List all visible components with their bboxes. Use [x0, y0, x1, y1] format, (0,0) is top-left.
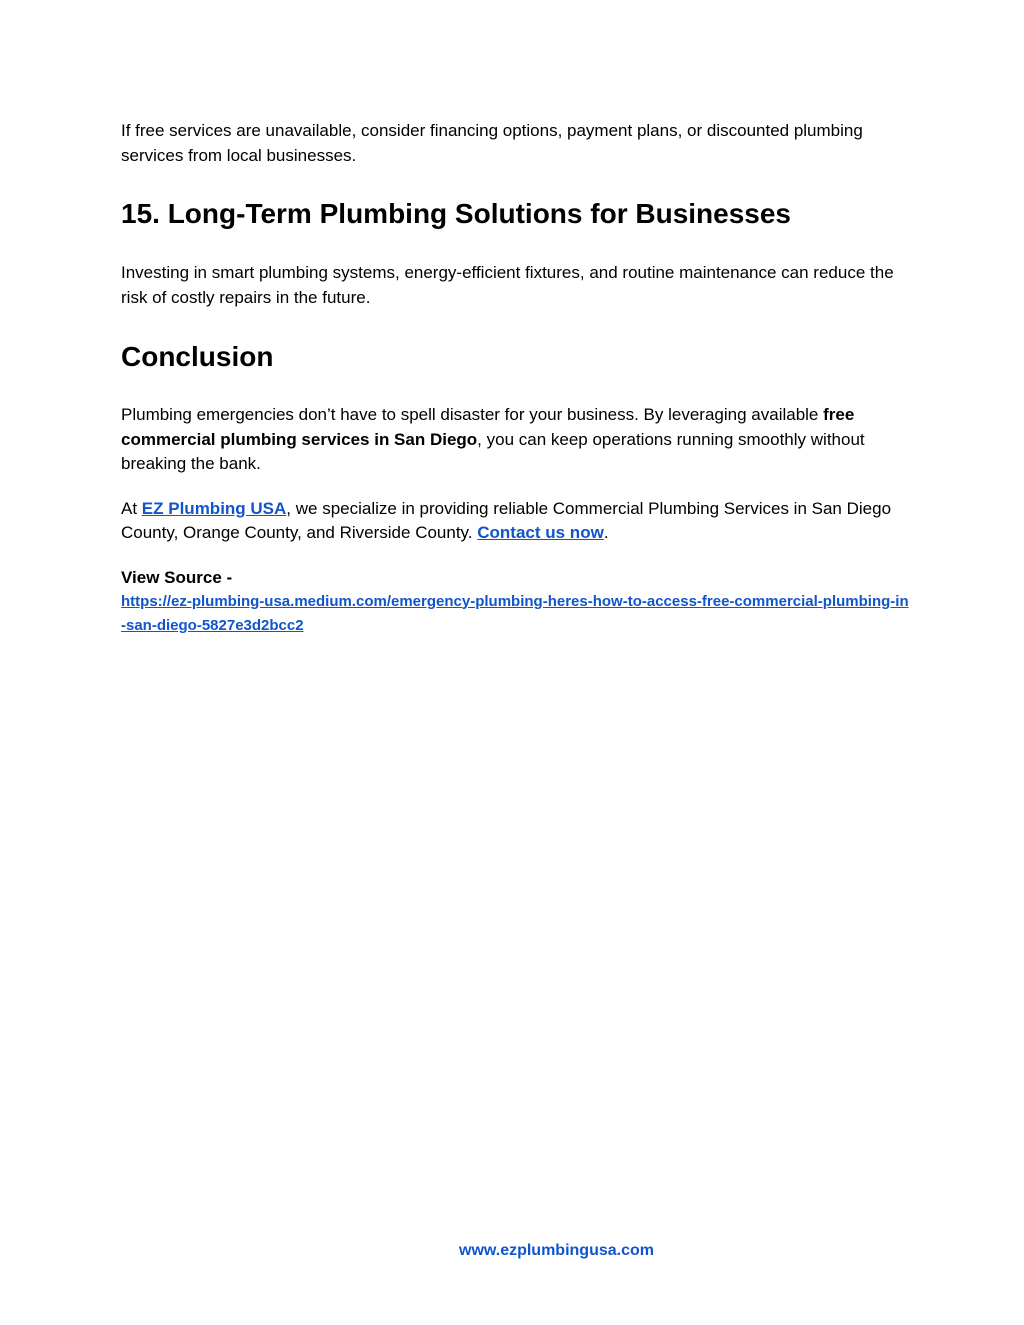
conclusion-p1-text-start: Plumbing emergencies don’t have to spell disaster for your business. By leveraging available	[121, 405, 824, 424]
ez-plumbing-usa-link[interactable]: EZ Plumbing USA	[141, 498, 287, 518]
intro-paragraph: If free services are unavailable, consider financing options, payment plans, or discounted plumbing services from local businesses.	[121, 121, 863, 165]
footer-website[interactable]: www.ezplumbingusa.com	[459, 1242, 654, 1259]
conclusion-heading-text: Conclusion	[121, 341, 274, 372]
document-page	[121, 119, 911, 638]
conclusion-p1-bold: free commercial plumbing services in San Diego	[121, 405, 855, 449]
contact-us-link[interactable]: Contact us now	[477, 523, 604, 542]
conclusion-p2-suffix: .	[603, 523, 609, 542]
conclusion-paragraph-1	[121, 403, 911, 477]
conclusion-p2-prefix: At	[121, 498, 142, 518]
conclusion-paragraph-2	[121, 497, 911, 546]
conclusion-p2-middle: , we specialize in providing reliable Commercial Plumbing Services in San Diego County, Orange County, and Riverside County.	[121, 498, 892, 542]
section-15-heading: 15. Long-Term Plumbing Solutions for Businesses	[121, 198, 792, 229]
view-source-label: View Source -	[121, 567, 233, 587]
view-source-link[interactable]: https://ez-plumbing-usa.medium.com/emergency-plumbing-heres-how-to-access-free-commercial-plumbing-in-san-diego-5827e3d2bcc2	[121, 592, 909, 634]
section-15-paragraph: Investing in smart plumbing systems, energy-efficient fixtures, and routine maintenance can reduce the risk of costly repairs in the future.	[121, 263, 894, 307]
conclusion-heading	[121, 340, 911, 374]
conclusion-p1-text-end: , you can keep operations running smoothly without breaking the bank.	[121, 429, 865, 473]
